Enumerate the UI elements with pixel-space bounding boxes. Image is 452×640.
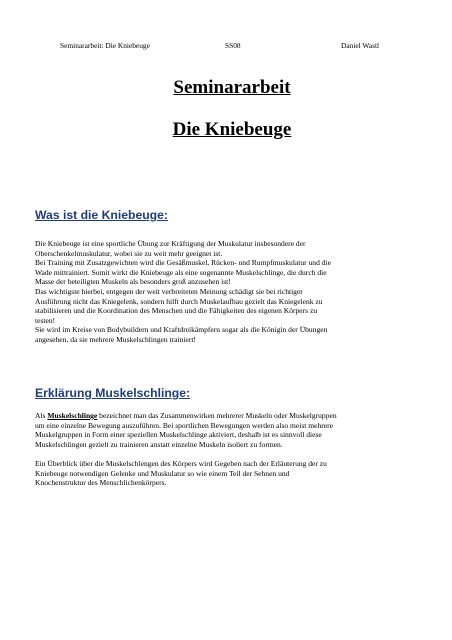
paragraph-gap <box>35 449 420 459</box>
paragraph-line: Kniebeuge notwendigen Gelenke und Muskulatur so wie einem Teil der Sehnen und <box>35 468 290 478</box>
header-middle: SS08 <box>225 41 241 50</box>
document-title: Seminararbeit <box>173 77 291 98</box>
paragraph-line: um eine einzelne Bewegung auszuführen. Bei sportlichen Bewegungen werden also meist mehrere <box>35 420 333 430</box>
section-heading-kniebeuge: Was ist die Kniebeuge: <box>35 208 168 222</box>
paragraph-line: testen! <box>35 315 56 325</box>
paragraph-line: Sie wird im Kreise von Bodybuildern und Kraftdreikämpfern sogar als die Königin der Übungen <box>35 325 328 335</box>
section-body-kniebeuge <box>35 239 420 345</box>
paragraph-line: Oberschenkelmuskulatur, wobei sie zu weit mehr geeignet ist. <box>35 248 223 258</box>
paragraph-line <box>35 411 420 421</box>
paragraph-line: Muskelgruppen in Form einer speziellen Muskelschlinge aktiviert, deshalb ist es sinnvoll diese <box>35 430 322 440</box>
text-fragment: Als <box>35 411 48 420</box>
paragraph-line: angesehen, da sie mehrere Muskelschlingen trainiert! <box>35 334 196 344</box>
section-heading-muskelschlinge: Erklärung Muskelschlinge: <box>35 386 191 400</box>
document-subtitle: Die Kniebeuge <box>172 119 292 140</box>
paragraph-line: Knochenstruktur des Menschlichenkörpers. <box>35 478 167 488</box>
paragraph-line: Ein Überblick über die Muskelschlengen des Körpers wird Gegeben nach der Erläuterung der zu <box>35 458 327 468</box>
paragraph-line: Bei Training mit Zusatzgewichten wird die Gesäßmuskel, Rücken- und Rumpfmuskulatur und die <box>35 258 331 268</box>
header-left: Seminararbeit: Die Kniebeuge <box>60 41 150 50</box>
paragraph-line: Ausführung nicht das Kniegelenk, sondern hilft durch Muskelaufbau gezielt das Kniegelenk zu <box>35 296 323 306</box>
keyword-muskelschlinge: Muskelschlinge <box>47 411 98 420</box>
paragraph-line: stabilisieren und die Koordination des Menschen und die Fähigkeiten des eigenen Körpers zu <box>35 306 318 316</box>
paragraph-line: Muskelschlingen gezielt zu trainieren anstatt einzelne Muskeln isoliert zu formen. <box>35 439 283 449</box>
section-body-muskelschlinge <box>35 411 420 488</box>
paragraph-line: Die Kniebeuge ist eine sportliche Übung zur Kräftigung der Muskulatur insbesondere der <box>35 239 306 248</box>
paragraph-line: Masse der beteiligten Muskeln als besonders groß anzusehen ist! <box>35 277 231 287</box>
paragraph-line: Das wichtigste hierbei, entgegen der weit verbreiteten Meinung schädigt sie bei richtiger <box>35 286 303 296</box>
text-fragment: bezeichnet man das Zusammenwirken mehrerer Muskeln oder Muskelgruppen <box>97 411 337 420</box>
paragraph-line: Wade mittrainiert. Somit wirkt die Kniebeuge als eine sogenannte Muskelschlinge, die durch die <box>35 267 327 277</box>
header-right: Daniel Wastl <box>341 41 380 50</box>
